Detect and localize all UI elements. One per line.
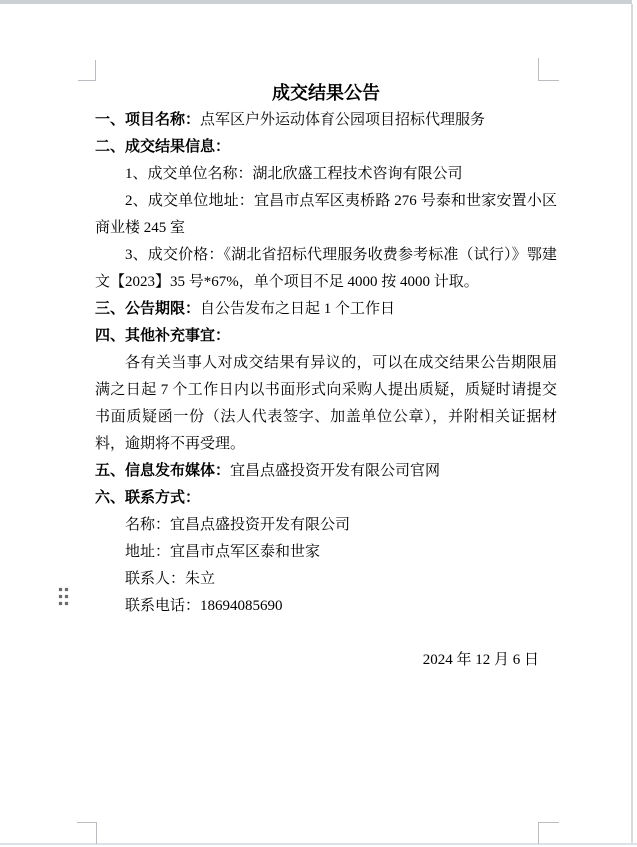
- page-right-edge: [631, 4, 633, 843]
- drag-handle-icon[interactable]: [59, 588, 68, 605]
- para-winner-address: 2、成交单位地址：宜昌市点军区夷桥路 276 号泰和世家安置小区商业楼 245 室: [95, 193, 557, 236]
- para-result-info-heading: [95, 134, 557, 161]
- para-project-name-text: 点军区户外运动体育公园项目招标代理服务: [200, 112, 486, 128]
- drag-dot: [59, 602, 62, 605]
- para-contact-heading: [95, 485, 557, 512]
- drag-dot: [59, 595, 62, 598]
- drag-dot: [65, 595, 68, 598]
- para-project-name: [95, 107, 557, 134]
- para-contact-person: 联系人：朱立: [125, 571, 216, 587]
- para-announcement-period-label: 三、公告期限：: [95, 301, 201, 317]
- para-objection-text: 各有关当事人对成交结果有异议的，可以在成交结果公告期限届满之日起 7 个工作日内以书面形式向采购人提出质疑，质疑时请提交书面质疑函一份（法人代表签字、加盖单位公章），并附相关证据材料，逾期将不再受理。: [95, 355, 557, 452]
- drag-dot: [65, 588, 68, 591]
- text-boundary-mark-top-right: [538, 58, 559, 81]
- para-publish-media: [95, 458, 557, 485]
- para-contact-address: 地址：宜昌市点军区泰和世家: [125, 544, 321, 560]
- para-publish-media-text: 宜昌点盛投资开发有限公司官网: [230, 463, 441, 479]
- drag-dot: [59, 588, 62, 591]
- para-other-matters-heading: [95, 323, 557, 350]
- text-boundary-mark-bottom-left: [77, 822, 97, 844]
- para-contact-name: 名称：宜昌点盛投资开发有限公司: [125, 517, 351, 533]
- drag-dot: [65, 602, 68, 605]
- para-price: 3、成交价格：《湖北省招标代理服务收费参考标准（试行）》鄂建文【2023】35 号*67%，单个项目不足 4000 按 4000 计取。: [95, 247, 557, 290]
- para-result-info-label: 二、成交结果信息：: [95, 139, 231, 155]
- text-boundary-mark-bottom-right: [538, 822, 559, 844]
- doc-title: 成交结果公告: [272, 83, 380, 103]
- para-contact-heading-label: 六、联系方式：: [95, 490, 201, 506]
- para-contact-phone: 联系电话：18694085690: [125, 598, 283, 614]
- para-date: 2024 年 12 月 6 日: [422, 652, 539, 668]
- para-announcement-period-text: 自公告发布之日起 1 个工作日: [200, 301, 396, 317]
- para-publish-media-label: 五、信息发布媒体：: [95, 463, 231, 479]
- text-boundary-mark-top-left: [78, 60, 96, 81]
- canvas-top-edge: [0, 0, 632, 4]
- para-announcement-period: [95, 296, 557, 323]
- para-winner-name: 1、成交单位名称：湖北欣盛工程技术咨询有限公司: [125, 166, 463, 182]
- para-other-matters-label: 四、其他补充事宜：: [95, 328, 231, 344]
- para-project-name-label: 一、项目名称：: [95, 112, 201, 128]
- document-content: [95, 80, 557, 674]
